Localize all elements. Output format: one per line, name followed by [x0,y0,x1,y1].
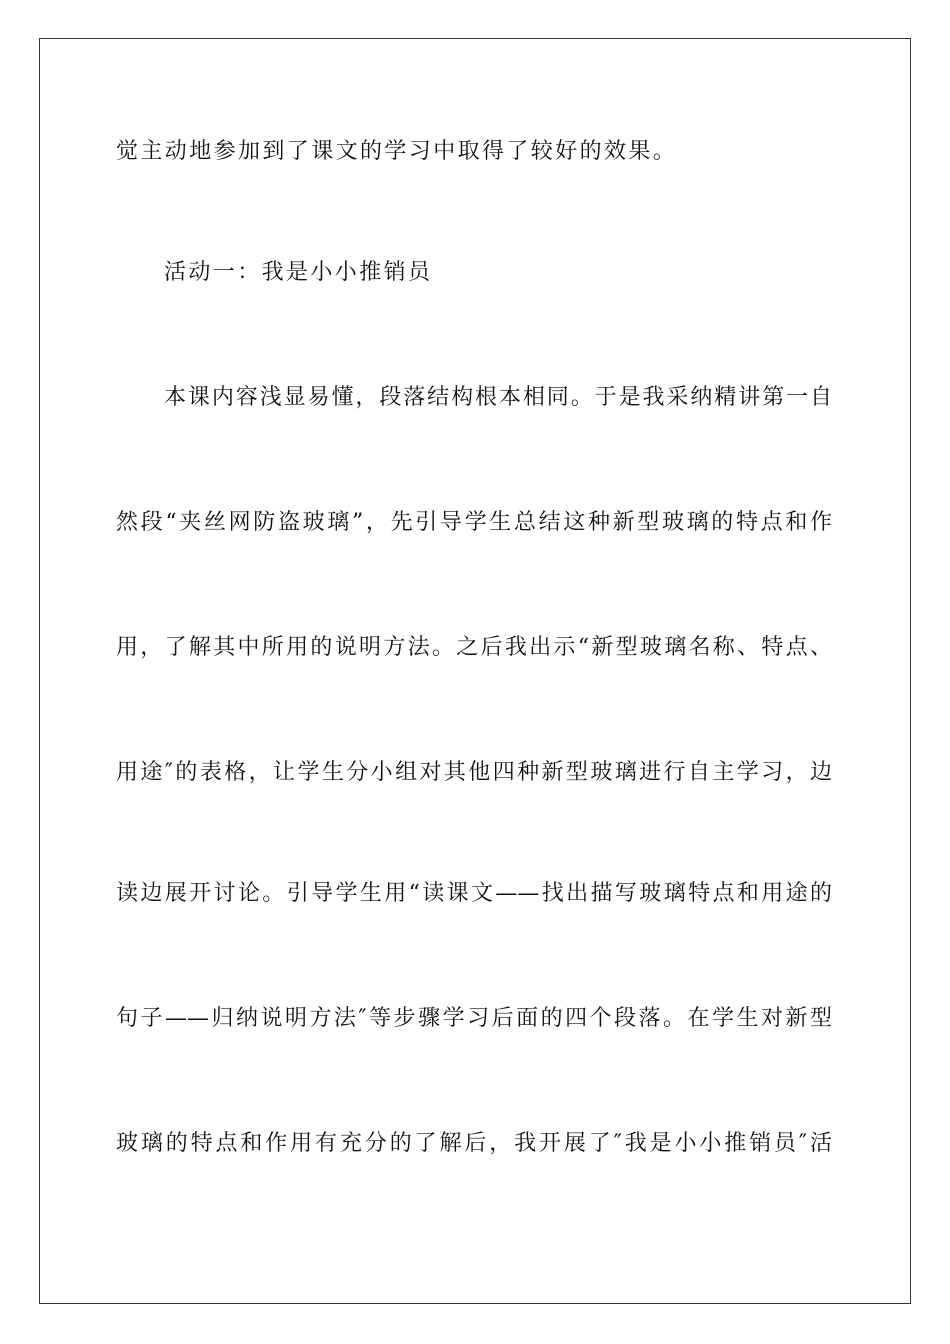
section-heading: 活动一：我是小小推销员 [164,260,433,285]
page-frame [39,38,911,1304]
text-line-6: 用途″的表格，让学生分小组对其他四种新型玻璃进行自主学习，边 [116,760,832,785]
text-line-9: 玻璃的特点和作用有充分的了解后，我开展了″我是小小推销员″活 [116,1131,832,1156]
text-line-1: 觉主动地参加到了课文的学习中取得了较好的效果。 [116,139,678,164]
text-line-8: 句子——归纳说明方法″等步骤学习后面的四个段落。在学生对新型 [116,1006,832,1031]
text-line-3: 本课内容浅显易懂，段落结构根本相同。于是我采纳精讲第一自 [164,385,832,410]
text-line-5: 用，了解其中所用的说明方法。之后我出示“新型玻璃名称、特点、 [116,635,832,660]
text-line-4: 然段“夹丝网防盗玻璃”，先引导学生总结这种新型玻璃的特点和作 [116,510,832,535]
text-line-7: 读边展开讨论。引导学生用“读课文——找出描写玻璃特点和用途的 [116,881,832,906]
